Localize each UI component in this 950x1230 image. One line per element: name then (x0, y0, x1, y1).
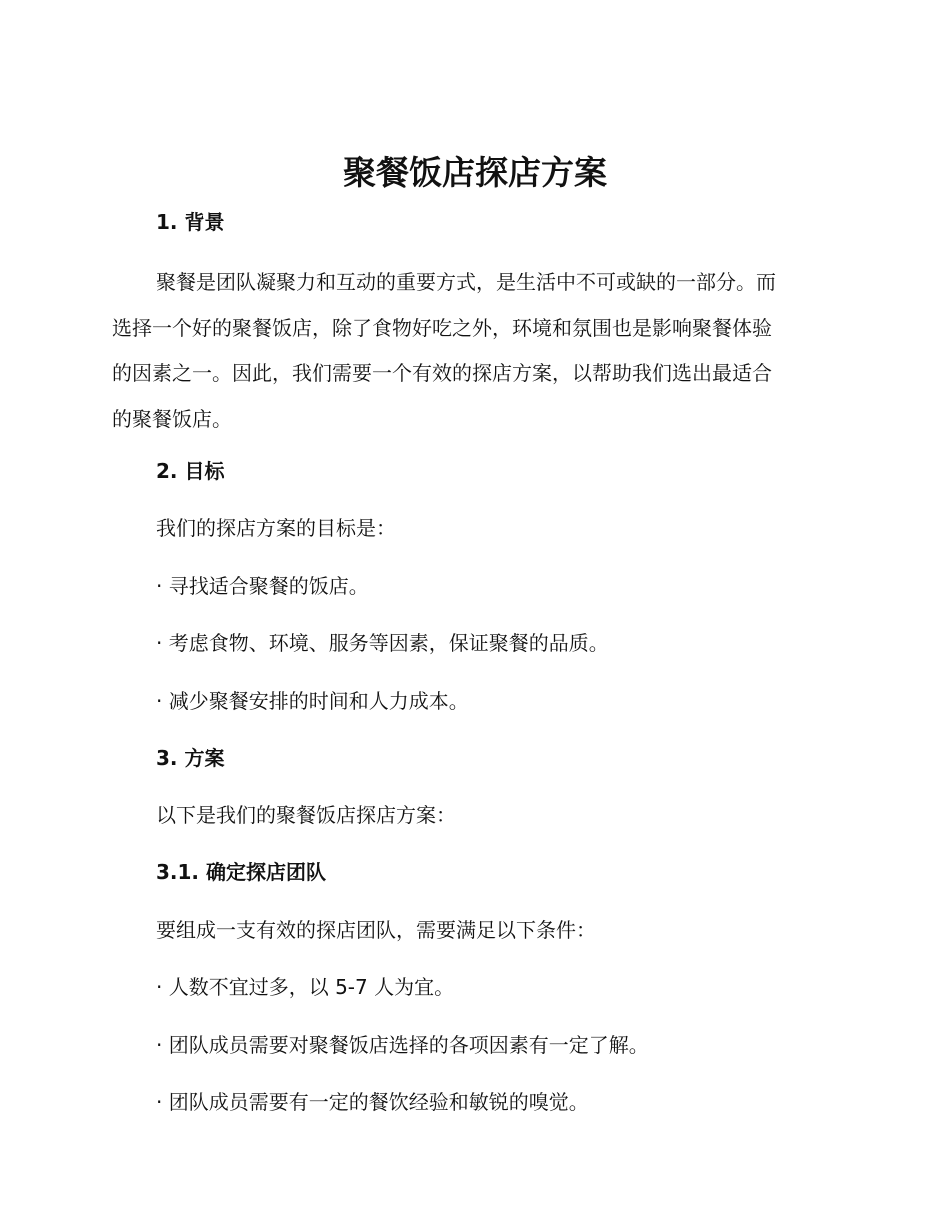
goal-bullet: · 寻找适合聚餐的饭店。 (156, 574, 369, 598)
goal-bullet: · 减少聚餐安排的时间和人力成本。 (156, 689, 469, 713)
team-intro: 要组成一支有效的探店团队，需要满足以下条件： (156, 918, 596, 942)
section-heading-plan: 3. 方案 (156, 746, 225, 770)
goals-intro: 我们的探店方案的目标是： (156, 516, 396, 540)
background-paragraph (112, 260, 832, 442)
section-heading-background: 1. 背景 (156, 210, 225, 234)
paragraph-line: 的聚餐饭店。 (112, 406, 232, 431)
subsection-heading-team: 3.1. 确定探店团队 (156, 860, 326, 884)
team-bullet: · 团队成员需要对聚餐饭店选择的各项因素有一定了解。 (156, 1033, 649, 1057)
paragraph-line: 的因素之一。因此，我们需要一个有效的探店方案，以帮助我们选出最适合 (112, 361, 772, 385)
paragraph-line: 聚餐是团队凝聚力和互动的重要方式，是生活中不可或缺的一部分。而 (156, 270, 776, 294)
team-bullet: · 人数不宜过多，以 5-7 人为宜。 (156, 975, 455, 999)
goal-bullet: · 考虑食物、环境、服务等因素，保证聚餐的品质。 (156, 631, 609, 655)
team-bullet: · 团队成员需要有一定的餐饮经验和敏锐的嗅觉。 (156, 1090, 589, 1114)
plan-intro: 以下是我们的聚餐饭店探店方案： (156, 803, 456, 827)
section-heading-goals: 2. 目标 (156, 459, 225, 483)
paragraph-line: 选择一个好的聚餐饭店，除了食物好吃之外，环境和氛围也是影响聚餐体验 (112, 315, 772, 340)
document-title: 聚餐饭店探店方案 (343, 153, 607, 192)
